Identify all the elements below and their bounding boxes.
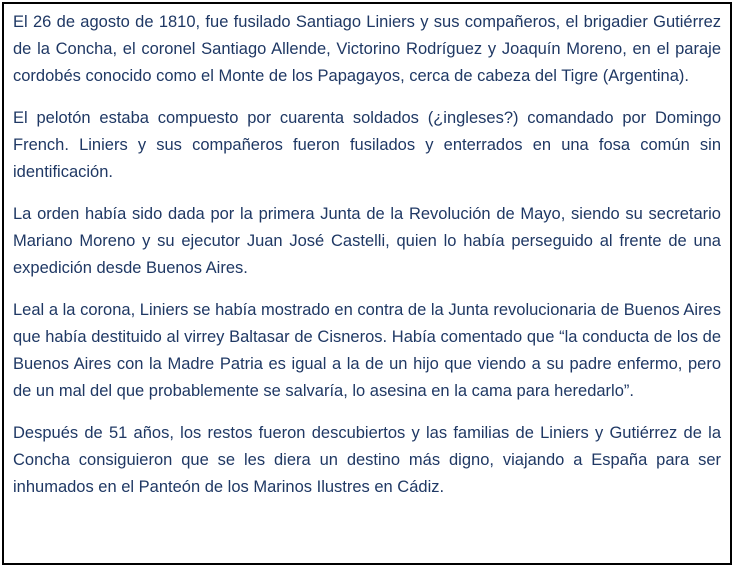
paragraph-execution-intro: El 26 de agosto de 1810, fue fusilado Santiago Liniers y sus compañeros, el brigadier Gutiérrez de la Concha, el coronel Santiago Allende, Victorino Rodríguez y Joaquín Moreno, en el paraje cordobés conocido como el Monte de los Papagayos, cerca de cabeza del Tigre (Argentina).: [13, 13, 721, 85]
paragraph-junta-order: La orden había sido dada por la primera Junta de la Revolución de Mayo, siendo su secretario Mariano Moreno y su ejecutor Juan José Castelli, quien lo había perseguido al frente de una expedición desde Buenos Aires.: [13, 205, 721, 277]
paragraph-remains-spain: Después de 51 años, los restos fueron descubiertos y las familias de Liniers y Gutiérrez de la Concha consiguieron que se les diera un destino más digno, viajando a España para ser inhumados en el Panteón de los Marinos Ilustres en Cádiz.: [13, 424, 721, 496]
paragraph-liniers-loyalty: Leal a la corona, Liniers se había mostrado en contra de la Junta revolucionaria de Buenos Aires que había destituido al virrey Baltasar de Cisneros. Había comentado que “la conducta de los de Buenos Aires con la Madre Patria es igual a la de un hijo que viendo a su padre enfermo, pero de un mal del que probablemente se salvaría, lo asesina en la cama para heredarlo”.: [13, 301, 721, 400]
bordered-text-frame: [2, 2, 732, 565]
paragraph-firing-squad: El pelotón estaba compuesto por cuarenta soldados (¿ingleses?) comandado por Domingo French. Liniers y sus compañeros fueron fusilados y enterrados en una fosa común sin identificación.: [13, 109, 721, 181]
